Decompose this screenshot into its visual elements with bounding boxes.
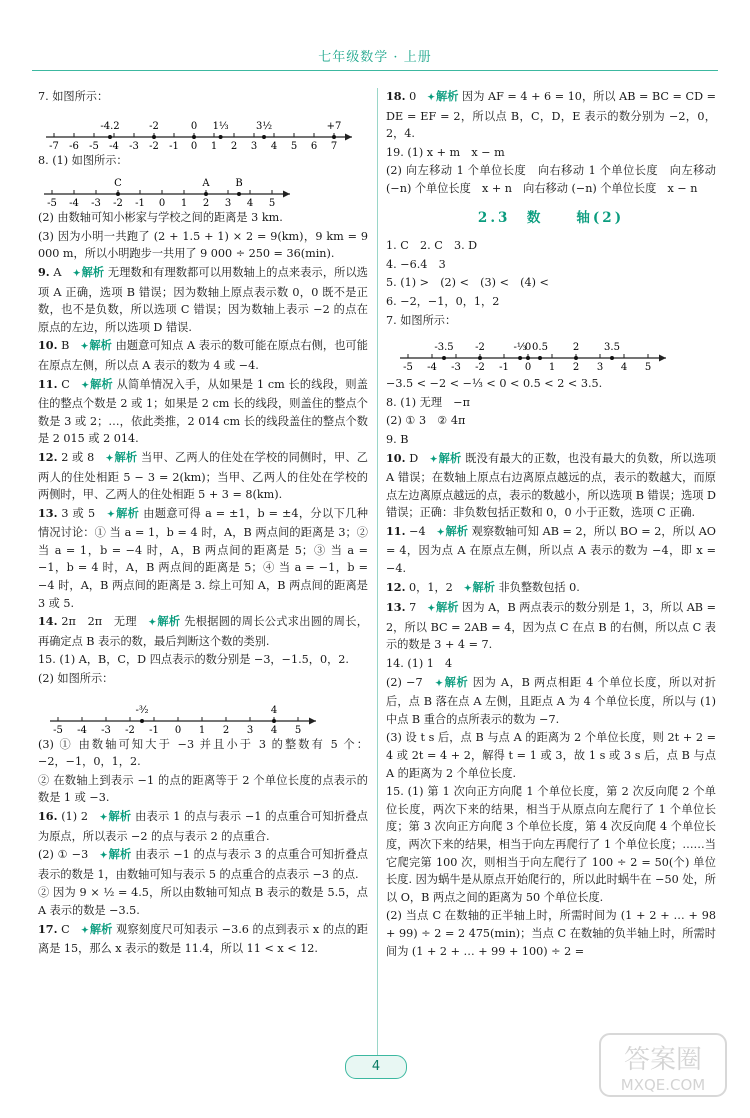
point-dot: [272, 719, 276, 723]
tick-label: 2: [222, 724, 230, 733]
q9-num: 9.: [38, 264, 50, 279]
tick-label: 3: [246, 724, 254, 733]
q13-analysis: 由题意可得 a = ±1，b = ±4，分以下几种情况讨论：① 当 a = 1，b = 4 时，A，B 两点间的距离是 3；② 当 a = 1，b = −4 时，A，B 两点间的距离是 5；③ 当 a = −1，b = 4 时，A，B 两点间的距离是 5；④ 当 a = −1，b = −4 时，A，B 两点间的距离是 3. 综上可知 A，B 两点间的距离是 3 或 5.: [38, 506, 368, 610]
a11-block: [386, 523, 716, 578]
q14-answer: 2π 2π 无理: [61, 615, 137, 629]
q13-block: [38, 505, 368, 613]
analysis-tag: ✦ 解析: [427, 89, 458, 103]
q9-block: [38, 264, 368, 336]
a15-2-text: (2) 当点 C 在数轴的正半轴上时，所需时间为 (1 + 2 + … + 98 + 99) ÷ 2 = 2 475(min)；当点 C 在数轴的负半轴上时，所需时间为 (1 + 2 + … + 99 + 100) ÷ 2 =: [386, 909, 716, 958]
page-header-title: 七年级数学 · 上册: [318, 50, 432, 65]
tick-label: 5: [294, 724, 302, 733]
point-dot: [204, 192, 208, 196]
tick-label: 2: [202, 198, 210, 207]
tick-label: 3: [224, 198, 232, 207]
q8-2-text: (2) 由数轴可知小彬家与学校之间的距离是 3 km.: [38, 211, 283, 225]
q10-num: 10.: [38, 338, 58, 353]
tick-label: -3: [129, 140, 139, 149]
page-number-badge: 4: [345, 1055, 407, 1079]
q10-analysis: 由题意可知点 A 表示的数可能在原点右侧，也可能在原点左侧，所以点 A 表示的数为 4 或 −4.: [38, 339, 368, 372]
a1-text: 1. C 2. C 3. D: [386, 239, 478, 253]
analysis-tag: ✦ 解析: [148, 614, 180, 628]
point-dot: [262, 135, 266, 139]
tick-label: 2: [230, 140, 238, 149]
q9-answer: A: [53, 265, 62, 279]
axis-arrow: [345, 133, 352, 140]
a13-num: 13.: [386, 600, 406, 615]
point-dot: [478, 356, 482, 360]
tick-label: -4: [77, 724, 87, 733]
q18-block: [386, 88, 716, 143]
tick-label: -2: [475, 362, 485, 373]
q16-analysis-2: 由表示 −1 的点与表示 3 的点重合可知折叠点表示的数是 1，由数轴可知与表示 5 的点重合的点表示 −3 的点.: [38, 848, 368, 881]
point-label: -3.5: [434, 342, 454, 354]
nl15-axis: [50, 705, 316, 733]
a14-2-block: [386, 674, 716, 729]
point-label: B: [235, 178, 243, 190]
axis-arrow: [659, 355, 666, 362]
analysis-tag: ✦ 解析: [427, 600, 458, 614]
a12-num: 12.: [386, 579, 406, 594]
section-heading: 2.3 数 轴(2): [477, 209, 625, 226]
a7-order: −3.5 < −2 < −⅓ < 0 < 0.5 < 2 < 3.5.: [386, 377, 603, 391]
q9-analysis: 无理数和有理数都可以用数轴上的点来表示，所以选项 A 正确，选项 B 错误；因为数轴上原点表示数 0，0 既不是正数，也不是负数，所以选项 C 错误；因为数轴上表示 −2 的点在原点的左边，所以选项 D 错误.: [38, 265, 368, 334]
point-label: 3.5: [604, 342, 620, 354]
point-label: C: [114, 178, 122, 190]
a8-1-text: 8. (1) 无理 −π: [386, 395, 470, 409]
tick-label: 1: [548, 362, 556, 373]
a11-num: 11.: [386, 523, 406, 538]
tick-label: -2: [149, 140, 159, 149]
tick-label: 1: [210, 140, 218, 149]
point-label: 0.5: [532, 342, 548, 354]
q8-text: 8. (1) 如图所示：: [38, 153, 128, 167]
nl7r-axis: [400, 342, 666, 372]
analysis-tag: ✦ 解析: [107, 506, 139, 520]
point-dot: [332, 135, 336, 139]
right-column: [386, 88, 716, 961]
point-dot: [192, 135, 196, 139]
a12-analysis: 非负整数包括 0.: [498, 580, 580, 594]
analysis-tag: ✦ 解析: [81, 377, 113, 391]
point-label: 0: [524, 342, 532, 354]
a14-3-text: (3) 设 t s 后，点 B 与点 A 的距离为 2 个单位长度，则 2t + 2 = 4 或 2t = 4 + 2，解得 t = 1 或 3，故 1 s 或 3 s 后，点 B 与点 A 的距离为 2 个单位长度.: [386, 731, 716, 780]
a5-text: 5. (1) > (2) < (3) < (4) <: [386, 276, 549, 290]
number-line-q7: [38, 107, 358, 149]
point-label: 2: [572, 342, 580, 354]
q10-answer: B: [61, 339, 70, 353]
tick-label: -4: [109, 140, 119, 149]
point-dot: [518, 356, 522, 360]
tick-label: -2: [113, 198, 123, 207]
q15-3a-text: (3) ① 由数轴可知大于 −3 并且小于 3 的整数有 5 个：−2，−1，0，1，2.: [38, 737, 368, 769]
point-dot: [152, 135, 156, 139]
q8-3-text: (3) 因为小明一共跑了 (2 + 1.5 + 1) × 2 = 9(km)，9 km = 9 000 m，所以小明跑步一共用了 9 000 ÷ 250 = 36(min).: [38, 229, 368, 261]
tick-label: 0: [158, 198, 166, 207]
point-label: A: [202, 178, 210, 190]
point-label: -2: [149, 120, 159, 132]
tick-label: 1: [180, 198, 188, 207]
q16-answer: (1) 2: [61, 810, 89, 823]
analysis-tag: ✦ 解析: [435, 675, 468, 689]
a14-2-analysis: 因为 A，B 两点相距 4 个单位长度，所以对折后，点 B 落在点 A 左侧，且距点 A 为 4 个单位长度，所以与 (1) 中点 B 重合的点所表示的数为 −7.: [386, 675, 716, 726]
analysis-tag: ✦ 解析: [430, 451, 462, 465]
a4-text: 4. −6.4 3: [386, 257, 446, 271]
q15-3b-text: ② 在数轴上到表示 −1 的点的距离等于 2 个单位长度的点表示的数是 1 或 −3.: [38, 773, 368, 805]
q15-2-text: (2) 如图所示：: [38, 672, 114, 686]
point-dot: [108, 135, 112, 139]
tick-label: -1: [499, 362, 509, 373]
a9-text: 9. B: [386, 432, 409, 446]
tick-label: 0: [174, 724, 182, 733]
a6-text: 6. −2，−1，0，1，2: [386, 294, 500, 308]
q18-num: 18.: [386, 89, 406, 103]
q11-num: 11.: [38, 376, 58, 391]
q12-num: 12.: [38, 449, 58, 464]
q12-answer: 2 或 8: [61, 450, 95, 464]
q15-1-text: 15. (1) A，B，C，D 四点表示的数分别是 −3，−1.5，0，2.: [38, 653, 349, 667]
point-dot: [140, 719, 144, 723]
tick-label: -7: [49, 140, 59, 149]
point-label: -2: [475, 342, 485, 354]
analysis-tag: ✦ 解析: [81, 922, 112, 936]
point-dot: [237, 192, 241, 196]
q16-3-text: ② 因为 9 × ½ = 4.5，所以由数轴可知点 B 表示的数是 5.5，点 A 表示的数是 −3.5.: [38, 886, 368, 917]
a13-analysis: 因为 A，B 两点表示的数分别是 1，3，所以 AB = 2，所以 BC = 2AB = 4，因为点 C 在点 B 的右侧，所以点 C 表示的数是 3 + 4 = 7.: [386, 601, 716, 652]
q19-2-text: (2) 向左移动 1 个单位长度 向右移动 1 个单位长度 向左移动 (−n) 个单位长度 x + n 向右移动 (−n) 个单位长度 x − n: [386, 164, 716, 195]
analysis-tag: ✦ 解析: [81, 338, 112, 352]
point-dot: [538, 356, 542, 360]
q11-analysis: 从简单情况入手，从如果是 1 cm 长的线段，则盖住的整点个数是 2 或 1；如果是 2 cm 长的线段，则盖住的整点个数是 3 或 2；…，依此类推，2 014 cm 长的线段盖住的整点个数是 2 015 或 2 014.: [38, 377, 368, 446]
analysis-tag: ✦ 解析: [437, 524, 468, 538]
tick-label: -5: [53, 724, 63, 733]
point-label: -⅓: [513, 342, 527, 354]
tick-label: -2: [125, 724, 135, 733]
column-divider: [377, 88, 378, 1060]
q19-1-text: 19. (1) x + m x − m: [386, 145, 505, 159]
number-line-a7: [386, 330, 686, 372]
q16-analysis-1: 由表示 1 的点与表示 −1 的点重合可知折叠点为原点，所以表示 −2 的点与表示 2 的点重合.: [38, 810, 368, 843]
watermark-text: 答案圈: [623, 1045, 703, 1075]
q12-block: [38, 449, 368, 504]
point-dot: [526, 356, 530, 360]
watermark-logo: [598, 1030, 728, 1100]
a13-answer: 7: [409, 601, 417, 615]
a14-1-text: 14. (1) 1 4: [386, 657, 453, 671]
point-dot: [610, 356, 614, 360]
analysis-tag: ✦ 解析: [100, 809, 132, 823]
a11-analysis: 观察数轴可知 AB = 2，所以 BO = 2，所以 AO = 4，因为点 A 在原点左侧，所以点 A 表示的数为 −4，即 x = −4.: [386, 524, 716, 576]
nl7-axis: [46, 121, 352, 149]
tick-label: 4: [270, 140, 278, 149]
tick-label: -1: [169, 140, 179, 149]
number-line-q8: [38, 170, 318, 206]
number-line-q15: [38, 689, 338, 733]
tick-label: 0: [524, 362, 532, 373]
q14-block: [38, 613, 368, 650]
tick-label: 5: [290, 140, 298, 149]
q13-num: 13.: [38, 505, 58, 520]
a13-block: [386, 599, 716, 654]
tick-label: -5: [89, 140, 99, 149]
axis-arrow: [309, 717, 316, 724]
point-label: 1⅓: [212, 120, 229, 132]
tick-label: -1: [135, 198, 145, 207]
q13-answer: 3 或 5: [61, 506, 96, 520]
tick-label: 0: [190, 140, 198, 149]
analysis-tag: ✦ 解析: [100, 847, 132, 861]
tick-label: 2: [572, 362, 580, 373]
q10-block: [38, 337, 368, 374]
tick-label: -5: [403, 362, 413, 373]
q18-analysis: 因为 AF = 4 + 6 = 10，所以 AB = BC = CD = DE = EF = 2，所以点 B，C，D，E 表示的数分别为 −2，0，2，4.: [386, 90, 716, 141]
header-rule: [32, 70, 718, 71]
q16-2-answer: (2) ① −3: [38, 848, 89, 862]
tick-label: 1: [198, 724, 206, 733]
q17-answer: C: [61, 922, 70, 936]
a14-2-answer: (2) −7: [386, 675, 423, 689]
tick-label: -5: [47, 198, 57, 207]
point-label: -4.2: [100, 120, 120, 132]
a15-1-text: 15. (1) 第 1 次向正方向爬 1 个单位长度，第 2 次反向爬 2 个单位长度，两次下来的结果，相当于从原点向左爬行了 1 个单位长度；第 3 次向正方向爬 3 个单位长度，第 4 次反向爬 4 个单位长度，两次下来的结果，相当于向左再爬行了 1 个单位长度；……当它爬完第 100 次，则相当于向左爬行了 100 ÷ 2 = 50(个) 单位长度. 因为蜗牛是从原点开始爬行的，所以此时蜗牛在 −50 处，所以 O，B 两点之间的距离为 50 个单位长度.: [386, 785, 716, 904]
point-dot: [442, 356, 446, 360]
a10-analysis: 既没有最大的正数，也没有最大的负数，所以选项 A 错误；在数轴上原点右边离原点越远的点，表示的数越大，而原点左边离原点越远的点，表示的数越小，所以选项 B 错误；选项 D 错误；正确：非负数包括正数和 0，0 小于正数，选项 C 正确.: [386, 451, 716, 520]
q14-analysis: 先根据圆的周长公式求出圆的周长，再确定点 B 表示的数，最后判断这个数的类别.: [38, 615, 368, 648]
q7-text: 7. 如图所示：: [38, 90, 109, 103]
tick-label: 3: [596, 362, 604, 373]
analysis-tag: ✦ 解析: [73, 265, 104, 279]
point-dot: [219, 135, 223, 139]
nl8-axis: [44, 178, 290, 206]
point-dot: [116, 192, 120, 196]
q17-analysis: 观察刻度尺可知表示 −3.6 的点到表示 x 的点的距离是 15，那么 x 表示的数是 11.4，所以 11 < x < 12.: [38, 922, 368, 956]
point-label: +7: [326, 120, 342, 132]
analysis-tag: ✦ 解析: [464, 580, 495, 594]
axis-arrow: [283, 191, 290, 198]
tick-label: -3: [451, 362, 461, 373]
tick-label: -3: [101, 724, 111, 733]
a12-answer: 0，1，2: [409, 580, 453, 594]
tick-label: 4: [270, 724, 278, 733]
a7-text: 7. 如图所示：: [386, 313, 457, 327]
tick-label: -4: [69, 198, 79, 207]
tick-label: 7: [330, 140, 338, 149]
q11-answer: C: [61, 377, 70, 391]
point-label: 3½: [255, 120, 273, 132]
q17-block: [38, 921, 368, 958]
tick-label: -6: [69, 140, 79, 149]
tick-label: 5: [268, 198, 276, 207]
a10-block: [386, 450, 716, 522]
tick-label: 5: [644, 362, 652, 373]
watermark-url: MXQE.COM: [620, 1076, 706, 1094]
tick-label: 3: [250, 140, 258, 149]
a11-answer: −4: [409, 524, 426, 538]
a10-answer: D: [409, 451, 419, 465]
point-label: 0: [190, 120, 198, 132]
tick-label: -3: [91, 198, 101, 207]
q11-block: [38, 376, 368, 448]
a10-num: 10.: [386, 450, 406, 465]
point-label: -³⁄₂: [135, 704, 149, 716]
tick-label: 4: [620, 362, 628, 373]
a12-block: [386, 579, 716, 599]
q12-analysis: 当甲、乙两人的住处在学校的同侧时，甲、乙两人的住处相距 5 − 3 = 2(km)；当甲、乙两人的住处在学校的两侧时，甲、乙两人的住处相距 5 + 3 = 8(km).: [38, 450, 368, 502]
tick-label: -1: [149, 724, 159, 733]
analysis-tag: ✦ 解析: [106, 450, 137, 464]
tick-label: 6: [310, 140, 318, 149]
q16-block: [38, 808, 368, 845]
q17-num: 17.: [38, 921, 58, 936]
point-label: 4: [270, 704, 278, 716]
q14-num: 14.: [38, 614, 58, 629]
q16-2-block: [38, 846, 368, 883]
left-column: [38, 88, 368, 959]
tick-label: 4: [246, 198, 254, 207]
q16-num: 16.: [38, 809, 58, 823]
a8-2-text: (2) ① 3 ② 4π: [386, 414, 466, 428]
q18-answer: 0: [409, 90, 417, 103]
point-dot: [574, 356, 578, 360]
tick-label: -4: [427, 362, 437, 373]
